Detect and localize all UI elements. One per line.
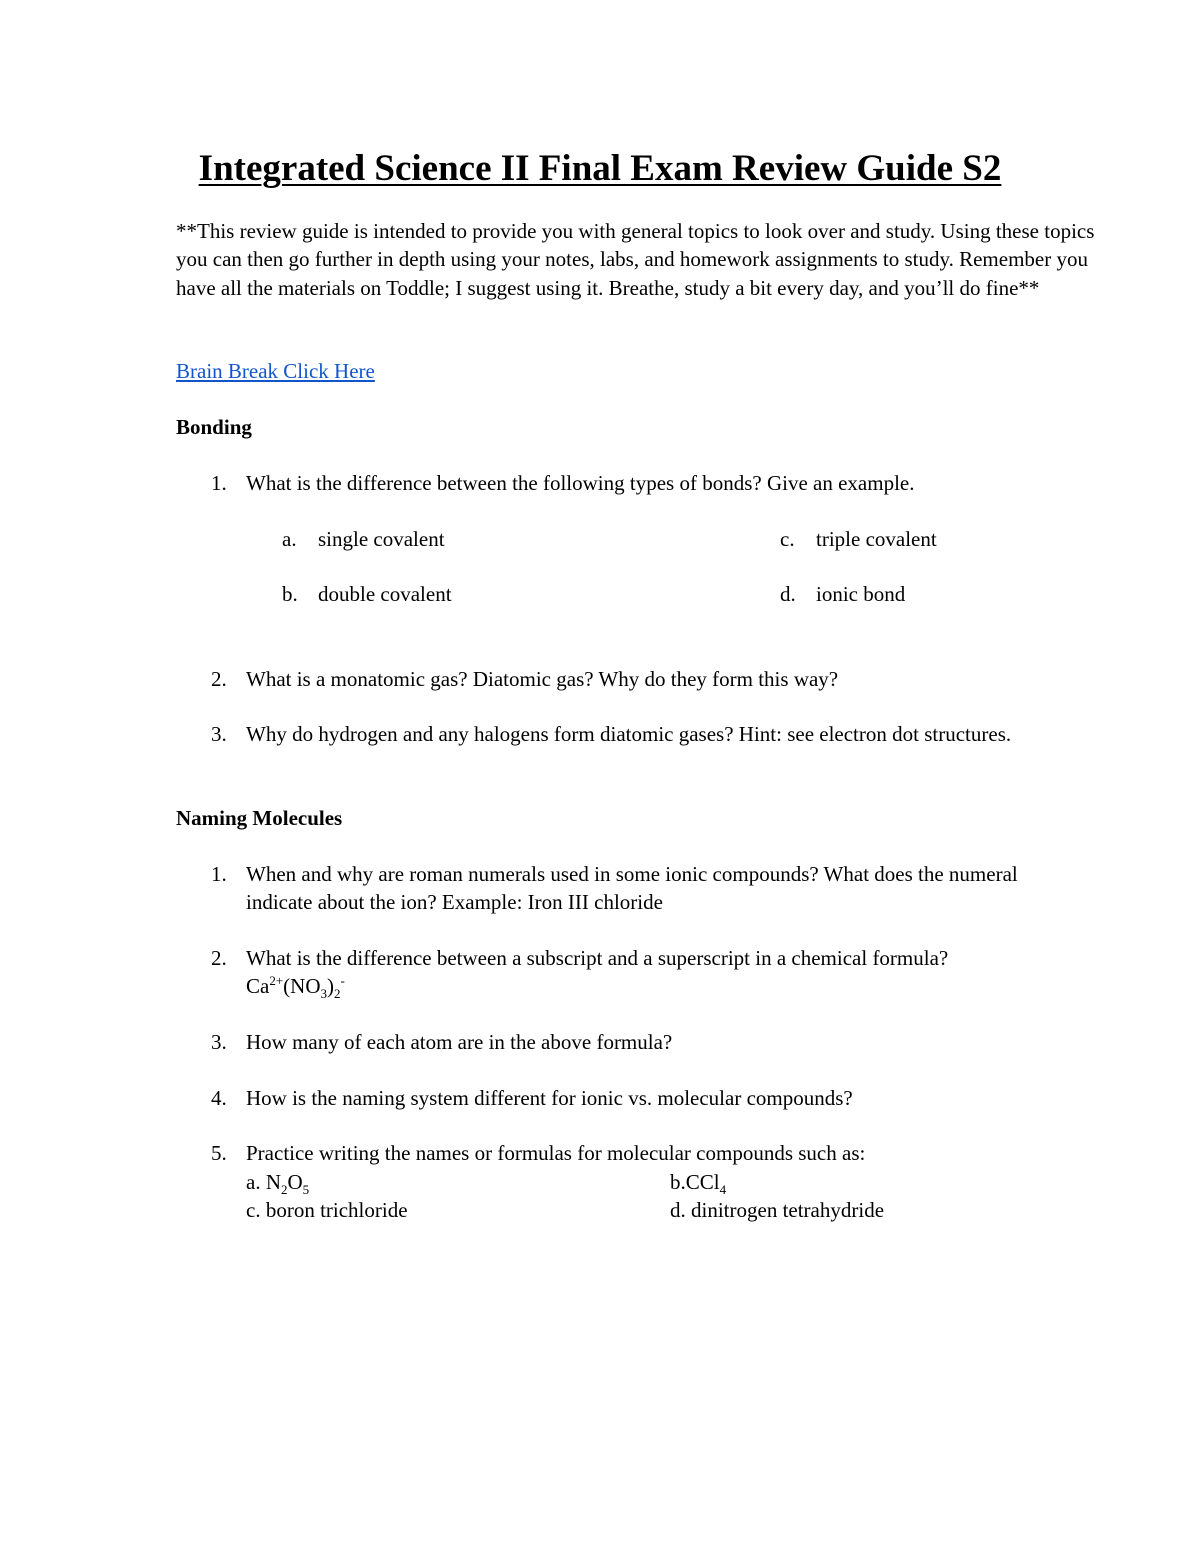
question-number: 2. — [211, 667, 227, 691]
formula-outer-subscript: 2 — [334, 986, 341, 1002]
question-text: How is the naming system different for ionic vs. molecular compounds? — [246, 1086, 853, 1110]
formula-close-paren: ) — [327, 974, 334, 999]
question-text-body: What is the difference between a subscript and a superscript in a chemical formula? — [246, 946, 949, 970]
question-text — [246, 944, 1076, 1001]
formula-no-group: (NO — [283, 974, 321, 999]
question-text: When and why are roman numerals used in some ionic compounds? What does the numeral indicate about the ion? Example: Iron III chloride — [246, 862, 1018, 915]
question-text: How many of each atom are in the above formula? — [246, 1030, 673, 1054]
page-title: Integrated Science II Final Exam Review Guide S2 — [198, 148, 1002, 189]
intro-paragraph: **This review guide is intended to provide you with general topics to look over and study. Using these topics you can then go further in depth using your notes, labs, and homework assignments to study. Remember you have all the materials on Toddle; I suggest using it. Breathe, study a bit every day, and you’ll do fine** — [176, 219, 1095, 300]
bond-option-b — [282, 580, 452, 608]
practice-a-subscript-1: 2 — [281, 1182, 288, 1198]
question-number: 1. — [211, 862, 227, 886]
practice-b-prefix: b.CCl — [670, 1170, 720, 1194]
question-text: What is the difference between the following types of bonds? Give an example. — [246, 471, 915, 495]
option-text: ionic bond — [816, 582, 906, 606]
question-text: What is a monatomic gas? Diatomic gas? Why do they form this way? — [246, 667, 839, 691]
naming-question-2 — [176, 944, 1076, 1001]
option-text: double covalent — [318, 582, 452, 606]
question-number: 3. — [211, 722, 227, 746]
bonding-question-1 — [176, 469, 1056, 497]
brain-break-link[interactable]: Brain Break Click Here — [176, 359, 375, 383]
section-heading-bonding: Bonding — [176, 415, 252, 439]
option-text: triple covalent — [816, 527, 937, 551]
bond-option-a — [282, 525, 445, 553]
bonding-question-3 — [176, 720, 1036, 748]
option-text: single covalent — [318, 527, 445, 551]
question-text: Why do hydrogen and any halogens form diatomic gases? Hint: see electron dot structures. — [246, 722, 1012, 746]
question-number: 2. — [211, 946, 227, 970]
naming-question-5 — [176, 1139, 1056, 1167]
section-heading-naming-molecules: Naming Molecules — [176, 806, 343, 830]
chemical-formula — [246, 973, 345, 1002]
option-letter: b. — [282, 582, 298, 606]
question-number: 1. — [211, 471, 227, 495]
question-text: Practice writing the names or formulas for molecular compounds such as: — [246, 1141, 866, 1165]
bonding-question-2 — [176, 665, 1056, 693]
practice-item-b — [670, 1168, 726, 1196]
naming-question-3 — [176, 1028, 1056, 1056]
bond-option-c — [780, 525, 937, 553]
formula-ca-charge: 2+ — [269, 973, 284, 989]
formula-no-subscript: 3 — [320, 986, 327, 1002]
bond-option-d — [780, 580, 905, 608]
option-letter: c. — [780, 527, 795, 551]
practice-item-a — [246, 1168, 309, 1196]
option-letter: a. — [282, 527, 297, 551]
formula-ca: Ca — [246, 974, 270, 999]
practice-item-c: c. boron trichloride — [246, 1198, 408, 1222]
naming-question-1 — [176, 860, 1056, 917]
formula-outer-charge: - — [340, 973, 345, 989]
practice-a-subscript-2: 5 — [302, 1182, 310, 1198]
question-number: 4. — [211, 1086, 227, 1110]
question-number: 5. — [211, 1141, 227, 1165]
practice-item-d: d. dinitrogen tetrahydride — [670, 1198, 885, 1222]
option-letter: d. — [780, 582, 796, 606]
naming-question-4 — [176, 1084, 1056, 1112]
practice-b-subscript: 4 — [719, 1182, 727, 1198]
practice-a-prefix: a. N — [246, 1170, 281, 1194]
practice-a-mid: O — [287, 1170, 303, 1194]
question-number: 3. — [211, 1030, 227, 1054]
